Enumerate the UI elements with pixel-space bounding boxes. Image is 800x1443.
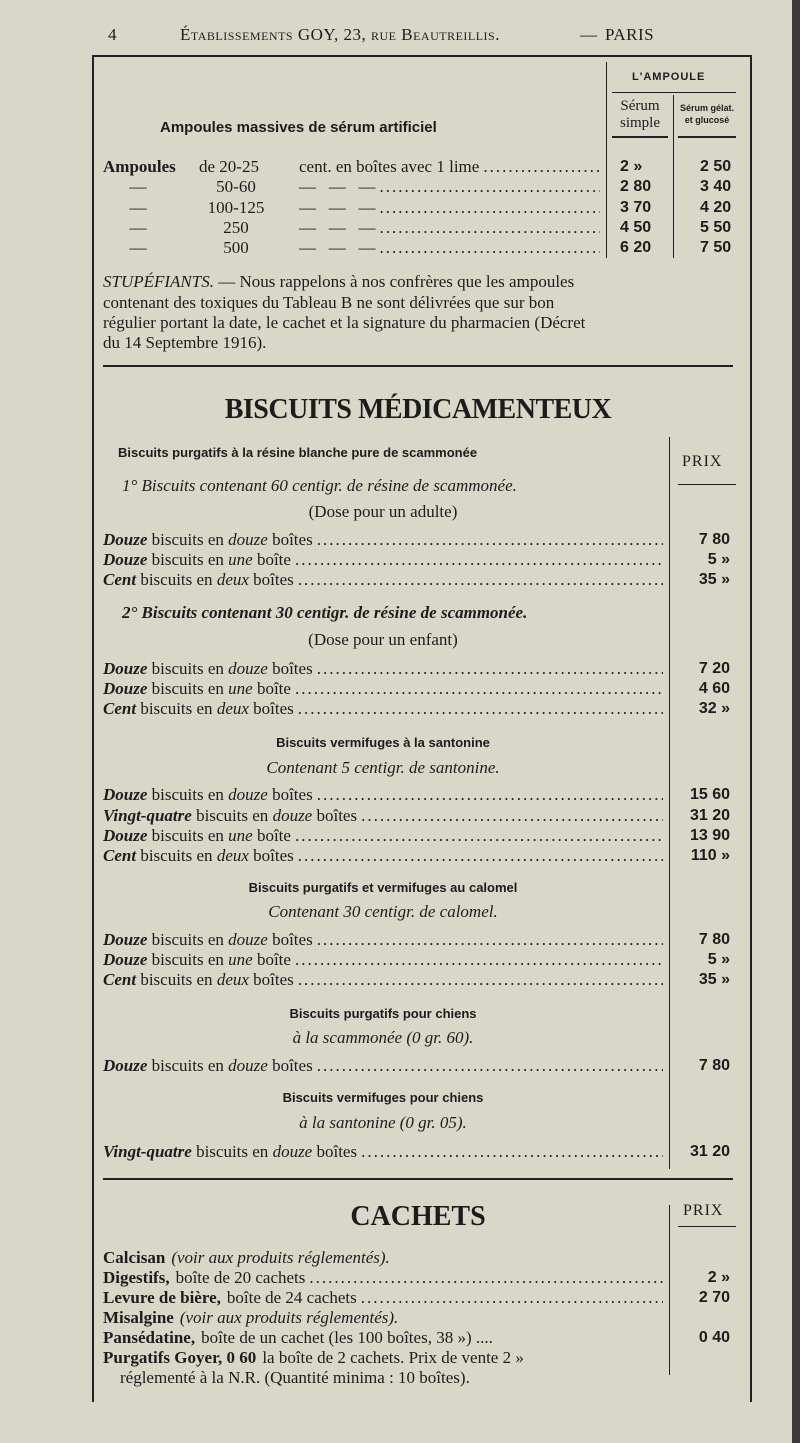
- ampoule-size: de 20-25: [199, 157, 259, 176]
- cachet-footnote: réglementé à la N.R. (Quantité minima : 10 boîtes).: [120, 1368, 470, 1387]
- cachet-price: 2 »: [707, 1269, 730, 1286]
- ampoule-row: [103, 177, 600, 197]
- biscuit-row: [103, 826, 663, 846]
- prix-rule: [678, 1226, 736, 1227]
- price-serum-simple: 2 80: [620, 178, 652, 195]
- cachet-row: [103, 1268, 663, 1288]
- ampoule-size: 500: [223, 238, 249, 257]
- price-serum-simple: 2 »: [620, 158, 643, 175]
- stupefiants-line: régulier portant la date, le cachet et la signature du pharmacien (Décret: [103, 313, 586, 332]
- cachets-prix-label: PRIX: [683, 1202, 724, 1219]
- biscuit-row: [103, 550, 663, 570]
- stupefiants-line: STUPÉFIANTS. — Nous rappelons à nos confrères que les ampoules: [103, 272, 575, 291]
- biscuit-label: Douze biscuits en douze boîtes: [103, 930, 313, 949]
- subsection-note: 2° Biscuits contenant 30 centigr. de résine de scammonée.: [122, 603, 528, 622]
- subsection-title: Biscuits vermifuges à la santonine: [276, 735, 490, 750]
- cachet-name: Digestifs,: [103, 1268, 170, 1287]
- biscuit-label: Douze biscuits en une boîte: [103, 679, 291, 698]
- biscuit-label: Cent biscuits en deux boîtes: [103, 970, 294, 989]
- biscuit-price: 7 80: [698, 531, 730, 548]
- page-number: 4: [108, 25, 117, 44]
- biscuit-label: Cent biscuits en deux boîtes: [103, 846, 294, 865]
- biscuit-row: [103, 699, 663, 719]
- ampoule-size: 50-60: [216, 177, 256, 196]
- price-col-divider: [669, 1205, 670, 1375]
- price-serum-gelat: 4 20: [700, 199, 732, 216]
- biscuit-label: Cent biscuits en deux boîtes: [103, 699, 294, 718]
- biscuit-row: [103, 659, 663, 679]
- biscuit-row: [103, 846, 663, 866]
- ampoule-prefix: —: [129, 177, 147, 196]
- biscuit-row: [103, 1056, 663, 1076]
- biscuit-price: 7 20: [698, 660, 730, 677]
- section-divider: [103, 1178, 733, 1180]
- dot-leader: [380, 177, 601, 197]
- cachet-price: 0 40: [698, 1329, 730, 1346]
- stupefiants-label: STUPÉFIANTS.: [103, 272, 214, 291]
- dot-leader: [298, 570, 663, 590]
- dot-leader: [317, 930, 663, 950]
- ampoule-size: 100-125: [207, 198, 265, 217]
- section-divider: [103, 365, 733, 367]
- header-rule: [612, 136, 668, 138]
- ampoule-desc: — — —: [299, 238, 376, 257]
- biscuit-row: [103, 570, 663, 590]
- biscuit-row: [103, 1142, 663, 1162]
- ampoule-prefix: —: [129, 218, 147, 237]
- biscuits-title: BISCUITS MÉDICAMENTEUX: [224, 394, 612, 425]
- cachet-name: Calcisan: [103, 1248, 166, 1267]
- ampoule-prefix: Ampoules: [103, 157, 176, 176]
- cachet-desc: boîte de un cachet (les 100 boîtes, 38 ») ....: [201, 1328, 493, 1347]
- dot-leader: [380, 198, 601, 218]
- biscuit-label: Vingt-quatre biscuits en douze boîtes: [103, 806, 358, 825]
- biscuit-row: [103, 679, 663, 699]
- biscuit-price: 13 90: [689, 827, 730, 844]
- biscuit-label: Douze biscuits en une boîte: [103, 550, 291, 569]
- stupefiants-line: contenant des toxiques du Tableau B ne sont délivrées que sur bon: [103, 293, 555, 312]
- price-serum-gelat: 2 50: [700, 158, 732, 175]
- cachet-name: Levure de bière,: [103, 1288, 221, 1307]
- price-serum-simple: 3 70: [620, 199, 652, 216]
- biscuit-price: 31 20: [689, 807, 730, 824]
- biscuit-label: Douze biscuits en douze boîtes: [103, 659, 313, 678]
- subsection-title: Biscuits purgatifs pour chiens: [289, 1006, 477, 1021]
- subsection-title: Biscuits vermifuges pour chiens: [282, 1090, 484, 1105]
- dot-leader: [380, 218, 601, 238]
- biscuit-label: Douze biscuits en douze boîtes: [103, 785, 313, 804]
- ampoule-desc: — — —: [299, 198, 376, 217]
- cachet-row: [103, 1288, 663, 1308]
- cachet-name: Purgatifs Goyer, 0 60: [103, 1348, 257, 1367]
- dot-leader: [317, 1056, 663, 1076]
- biscuit-price: 4 60: [698, 680, 730, 697]
- col-serum-simple: Sérum simple: [620, 98, 660, 131]
- cachet-desc: (voir aux produits réglementés).: [179, 1308, 399, 1327]
- biscuit-price: 32 »: [698, 700, 730, 717]
- biscuit-price: 7 80: [698, 1057, 730, 1074]
- cachet-name: Pansédatine,: [103, 1328, 196, 1347]
- dot-leader: [317, 530, 663, 550]
- ampoule-prefix: —: [129, 238, 147, 257]
- dot-leader: [295, 826, 663, 846]
- dot-leader: [295, 550, 663, 570]
- biscuit-price: 5 »: [707, 551, 730, 568]
- biscuit-row: [103, 970, 663, 990]
- cachets-title: CACHETS: [350, 1201, 486, 1232]
- biscuit-row: [103, 930, 663, 950]
- dot-leader: [298, 970, 663, 990]
- biscuit-price: 31 20: [689, 1143, 730, 1160]
- header-rule: [678, 136, 736, 138]
- ampoule-row: [103, 198, 600, 218]
- cachet-row: [103, 1328, 663, 1348]
- ampoule-size: 250: [223, 218, 249, 237]
- subsection-note: Contenant 30 centigr. de calomel.: [268, 902, 498, 921]
- header-rule: [612, 92, 736, 93]
- subsection-note: Contenant 5 centigr. de santonine.: [266, 758, 500, 777]
- biscuits-prix-label: PRIX: [682, 453, 723, 470]
- ampoule-col-group: L'AMPOULE: [632, 71, 706, 83]
- subsection-title: Biscuits purgatifs à la résine blanche pure de scammonée: [118, 445, 478, 460]
- dose-note: (Dose pour un adulte): [308, 502, 458, 521]
- price-serum-simple: 6 20: [620, 239, 652, 256]
- ampoule-row: [103, 157, 600, 177]
- ampoule-row: [103, 238, 600, 258]
- biscuit-row: [103, 950, 663, 970]
- establishment-name: Établissements GOY, 23, rue Beautreillis.: [180, 25, 500, 44]
- biscuit-price: 5 »: [707, 951, 730, 968]
- subsection-title: Biscuits purgatifs et vermifuges au calomel: [248, 880, 518, 895]
- cachet-name: Misalgine: [103, 1308, 174, 1327]
- dot-leader: [317, 659, 663, 679]
- biscuit-price: 35 »: [698, 571, 730, 588]
- price-serum-simple: 4 50: [620, 219, 652, 236]
- ampoule-desc: — — —: [299, 177, 376, 196]
- dot-leader: [295, 950, 663, 970]
- subsection-note: 1° Biscuits contenant 60 centigr. de résine de scammonée.: [122, 476, 517, 495]
- biscuit-label: Vingt-quatre biscuits en douze boîtes: [103, 1142, 358, 1161]
- subsection-note: à la santonine (0 gr. 05).: [299, 1113, 467, 1132]
- price-serum-gelat: 7 50: [700, 239, 732, 256]
- dot-leader: [298, 846, 663, 866]
- biscuit-price: 15 60: [689, 786, 730, 803]
- ampoule-prefix: —: [129, 198, 147, 217]
- biscuit-row: [103, 806, 663, 826]
- dot-leader: [361, 1288, 663, 1308]
- biscuit-label: Douze biscuits en douze boîtes: [103, 1056, 313, 1075]
- dot-leader: [295, 679, 663, 699]
- ampoule-desc: cent. en boîtes avec 1 lime: [299, 157, 480, 176]
- col-divider: [673, 95, 674, 258]
- biscuit-row: [103, 785, 663, 805]
- col-serum-gelat: Sérum gélat. et glucosé: [679, 103, 735, 125]
- ampoule-row: [103, 218, 600, 238]
- dot-leader: [309, 1268, 663, 1288]
- cachet-row: [103, 1348, 663, 1368]
- ampoule-desc: — — —: [299, 218, 376, 237]
- header-dash: —: [580, 25, 598, 44]
- subsection-note: à la scammonée (0 gr. 60).: [292, 1028, 474, 1047]
- price-serum-gelat: 3 40: [700, 178, 732, 195]
- dot-leader: [317, 785, 663, 805]
- cachet-row: [103, 1248, 663, 1268]
- ampoules-title: Ampoules massives de sérum artificiel: [160, 119, 437, 136]
- biscuit-price: 35 »: [698, 971, 730, 988]
- cachet-desc: (voir aux produits réglementés).: [171, 1248, 390, 1267]
- biscuit-price: 110 »: [690, 847, 730, 864]
- cachet-row: [103, 1308, 663, 1328]
- dot-leader: [298, 699, 663, 719]
- dot-leader: [361, 1142, 663, 1162]
- biscuit-row: [103, 530, 663, 550]
- cachet-desc: la boîte de 2 cachets. Prix de vente 2 »: [262, 1348, 524, 1367]
- stupefiants-line: du 14 Septembre 1916).: [103, 333, 267, 352]
- price-col-divider: [669, 437, 670, 1169]
- biscuit-label: Douze biscuits en douze boîtes: [103, 530, 313, 549]
- biscuit-label: Cent biscuits en deux boîtes: [103, 570, 294, 589]
- prix-rule: [678, 484, 736, 485]
- dot-leader: [380, 238, 601, 258]
- header-city: PARIS: [605, 25, 655, 44]
- biscuit-price: 7 80: [698, 931, 730, 948]
- biscuit-label: Douze biscuits en une boîte: [103, 950, 291, 969]
- cachet-desc: boîte de 20 cachets: [175, 1268, 306, 1287]
- biscuit-label: Douze biscuits en une boîte: [103, 826, 291, 845]
- dot-leader: [483, 157, 600, 177]
- cachet-desc: boîte de 24 cachets: [226, 1288, 357, 1307]
- dot-leader: [361, 806, 663, 826]
- cachet-price: 2 70: [698, 1289, 730, 1306]
- col-divider: [606, 62, 607, 258]
- price-serum-gelat: 5 50: [700, 219, 732, 236]
- dose-note: (Dose pour un enfant): [308, 630, 458, 649]
